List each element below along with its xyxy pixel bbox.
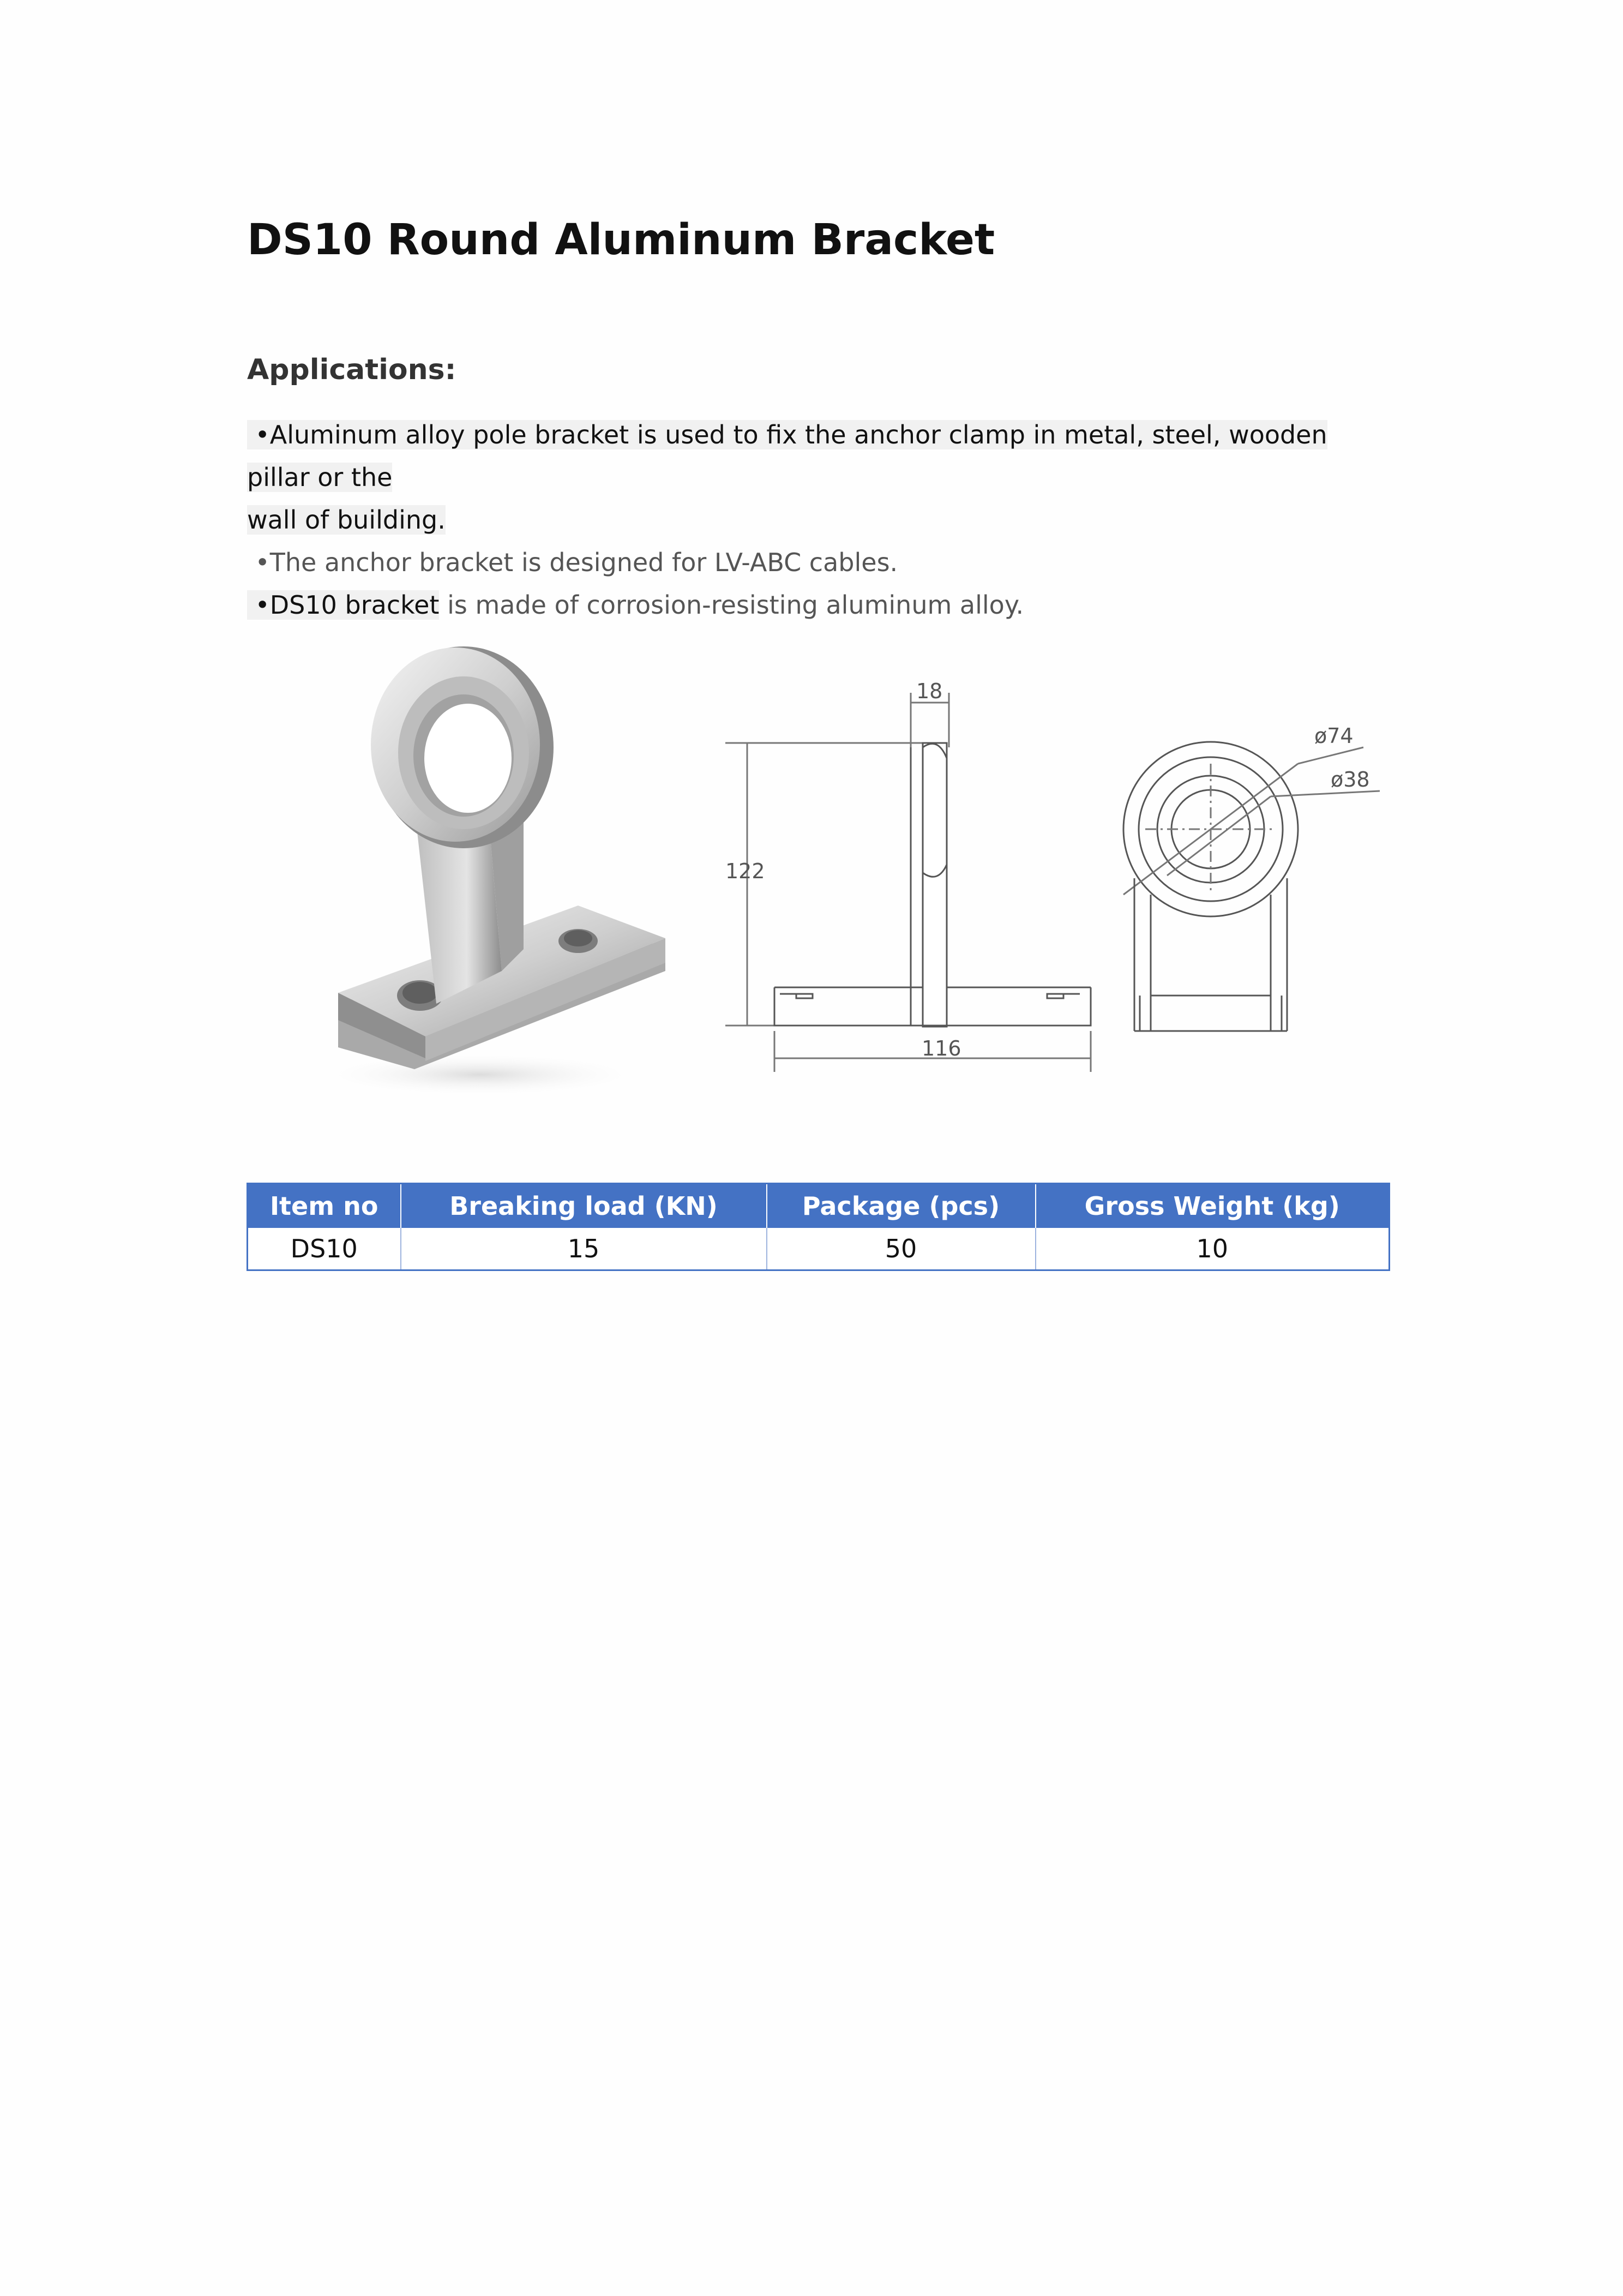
bracket-product-photo — [305, 644, 676, 1102]
bullet-text: wall of building. — [247, 505, 446, 535]
dimension-label-outer-diameter: ø74 — [1314, 724, 1354, 748]
cell-item-no: DS10 — [248, 1228, 401, 1270]
column-header-item-no: Item no — [248, 1184, 401, 1228]
bullet-item-2 — [247, 541, 1392, 584]
bullet-marker: • — [255, 548, 270, 577]
bullet-item-1-continued — [247, 499, 1392, 541]
bullet-text: Aluminum alloy pole bracket is used to fix the anchor clamp in metal, steel, wooden pillar or the — [247, 420, 1327, 492]
dimension-label-width: 18 — [916, 679, 943, 703]
column-header-package: Package (pcs) — [767, 1184, 1036, 1228]
bullet-text: The anchor bracket is designed for LV-ABC cables. — [269, 548, 898, 577]
cell-breaking-load: 15 — [401, 1228, 767, 1270]
bullet-item-1 — [247, 413, 1392, 499]
column-header-gross-weight: Gross Weight (kg) — [1036, 1184, 1390, 1228]
bullet-highlight-text: DS10 bracket — [269, 590, 440, 620]
specification-table — [247, 1183, 1390, 1271]
cell-package: 50 — [767, 1228, 1036, 1270]
bullet-marker: • — [255, 590, 270, 620]
bullet-marker: • — [255, 420, 270, 449]
side-view-drawing — [709, 676, 1102, 1091]
dimension-label-base-width: 116 — [922, 1036, 961, 1060]
front-view-drawing — [1102, 715, 1412, 1042]
cell-gross-weight: 10 — [1036, 1228, 1390, 1270]
dimension-label-inner-diameter: ø38 — [1331, 768, 1370, 792]
applications-heading: Applications: — [247, 353, 456, 386]
column-header-breaking-load: Breaking load (KN) — [401, 1184, 767, 1228]
page-title: DS10 Round Aluminum Bracket — [247, 215, 995, 265]
dimension-label-height: 122 — [725, 859, 765, 883]
applications-list — [247, 413, 1392, 626]
table-header-row — [248, 1184, 1390, 1228]
bullet-text: is made of corrosion-resisting aluminum alloy. — [439, 590, 1024, 620]
table-row — [248, 1228, 1390, 1270]
bullet-item-3 — [247, 584, 1392, 626]
